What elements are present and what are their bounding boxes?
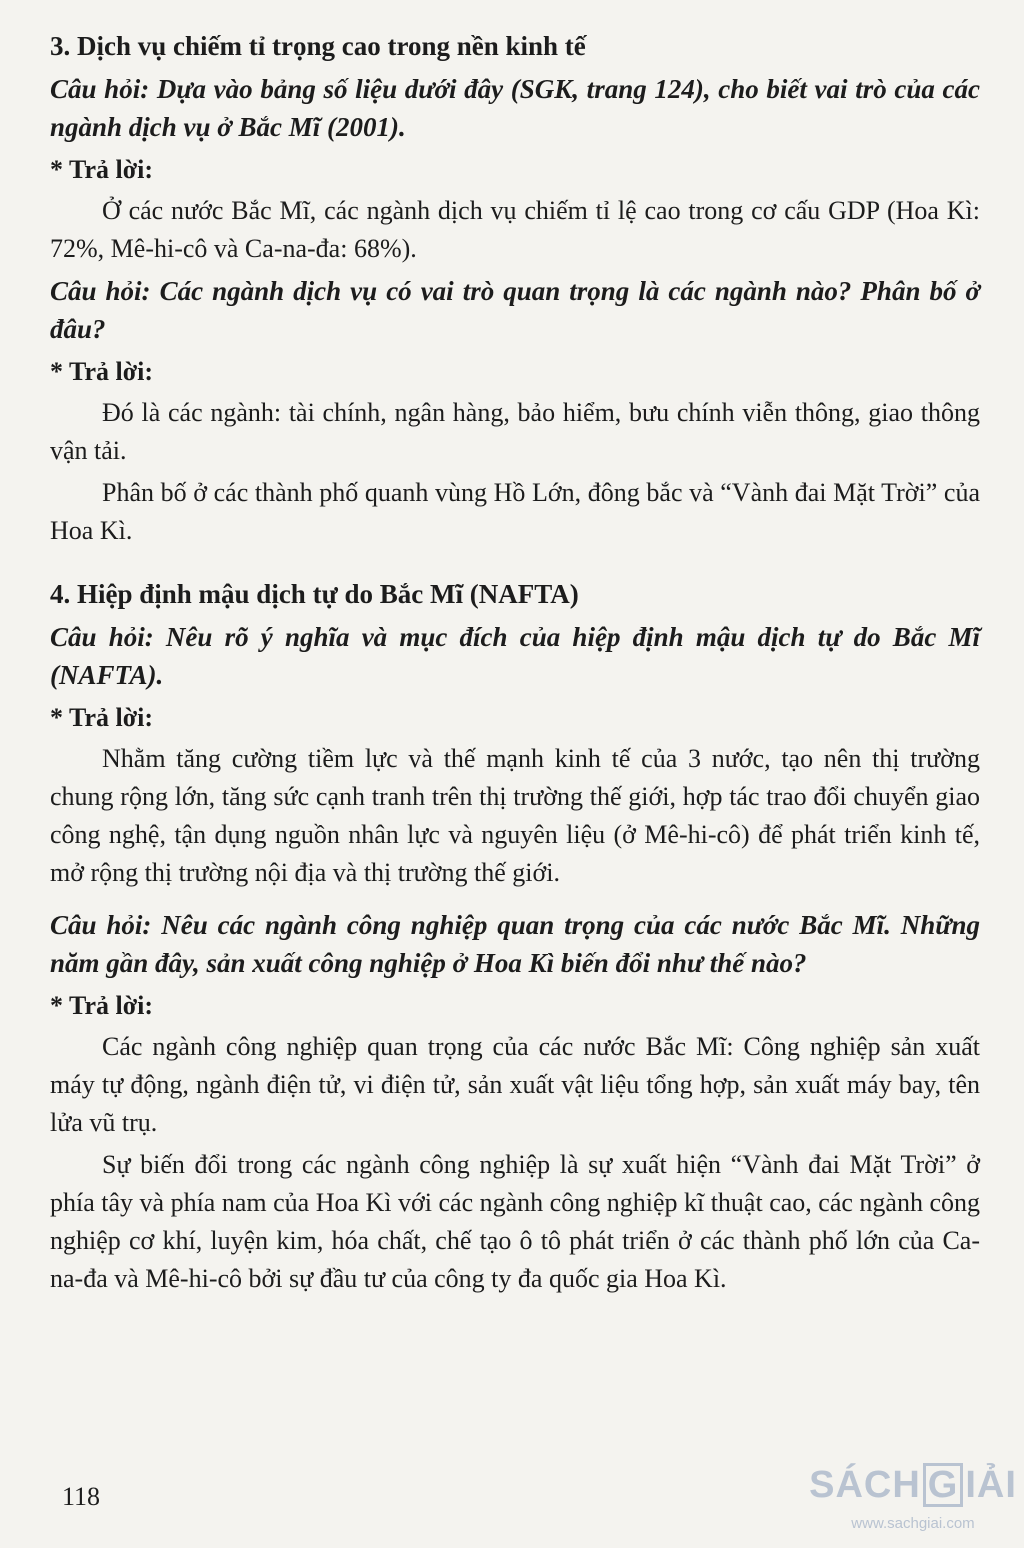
section-spacer: [50, 554, 980, 576]
question-spacer: [50, 896, 980, 906]
section-3-answer-2-paragraph-1: Đó là các ngành: tài chính, ngân hàng, bảo hiểm, bưu chính viễn thông, giao thông vận tải.: [50, 398, 980, 465]
section-3-question-2: Câu hỏi: Các ngành dịch vụ có vai trò quan trọng là các ngành nào? Phân bố ở đâu?: [50, 276, 980, 344]
section-3-answer-2-paragraph-2: Phân bố ở các thành phố quanh vùng Hồ Lớn, đông bắc và “Vành đai Mặt Trời” của Hoa Kì.: [50, 478, 980, 545]
section-4-question-2: Câu hỏi: Nêu các ngành công nghiệp quan trọng của các nước Bắc Mĩ. Những năm gần đây, sản xuất công nghiệp ở Hoa Kì biến đổi như thế nào?: [50, 910, 980, 978]
section-4-answer-2-label: * Trả lời:: [50, 991, 153, 1020]
watermark-logo: [808, 1462, 1018, 1508]
section-3-heading: 3. Dịch vụ chiếm tỉ trọng cao trong nền kinh tế: [50, 31, 586, 61]
watermark-logo-right: IẢI: [965, 1464, 1017, 1506]
watermark-logo-left: SÁCH: [809, 1464, 921, 1506]
section-3-answer-2-label: * Trả lời:: [50, 357, 153, 386]
sachgiai-watermark: [808, 1462, 1018, 1534]
section-4-answer-1-label: * Trả lời:: [50, 703, 153, 732]
section-4-heading: 4. Hiệp định mậu dịch tự do Bắc Mĩ (NAFTA): [50, 579, 579, 609]
watermark-logo-box: G: [923, 1463, 964, 1507]
section-4-answer-2-paragraph-2: Sự biến đổi trong các ngành công nghiệp là sự xuất hiện “Vành đai Mặt Trời” ở phía tây và phía nam của Hoa Kì với các ngành công nghiệp kĩ thuật cao, các ngành công nghiệp cơ khí, luyện kim, hóa chất, chế tạo ô tô phát triển ở các thành phố lớn của Ca-na-đa và Mê-hi-cô bởi sự đầu tư của công ty đa quốc gia Hoa Kì.: [50, 1150, 980, 1293]
section-4-question-1: Câu hỏi: Nêu rõ ý nghĩa và mục đích của hiệp định mậu dịch tự do Bắc Mĩ (NAFTA).: [50, 622, 980, 690]
document-page: [50, 28, 980, 1302]
section-3-answer-1-label: * Trả lời:: [50, 155, 153, 184]
section-3-answer-1-paragraph: Ở các nước Bắc Mĩ, các ngành dịch vụ chiếm tỉ lệ cao trong cơ cấu GDP (Hoa Kì: 72%, Mê-hi-cô và Ca-na-đa: 68%).: [50, 196, 980, 263]
section-3-question-1: Câu hỏi: Dựa vào bảng số liệu dưới đây (SGK, trang 124), cho biết vai trò của các ngành dịch vụ ở Bắc Mĩ (2001).: [50, 74, 980, 142]
watermark-url: www.sachgiai.com: [851, 1515, 975, 1532]
section-4-answer-1-paragraph: Nhằm tăng cường tiềm lực và thế mạnh kinh tế của 3 nước, tạo nên thị trường chung rộng lớn, tăng sức cạnh tranh trên thị trường thế giới, hợp tác trao đổi chuyển giao công nghệ, tận dụng nguồn nhân lực và nguyên liệu (ở Mê-hi-cô) để phát triển kinh tế, mở rộng thị trường nội địa và thị trường thế giới.: [50, 744, 980, 887]
page-number: 118: [62, 1482, 101, 1511]
section-4-answer-2-paragraph-1: Các ngành công nghiệp quan trọng của các nước Bắc Mĩ: Công nghiệp sản xuất máy tự động, ngành điện tử, vi điện tử, sản xuất vật liệu tổng hợp, sản xuất máy bay, tên lửa vũ trụ.: [50, 1032, 980, 1137]
